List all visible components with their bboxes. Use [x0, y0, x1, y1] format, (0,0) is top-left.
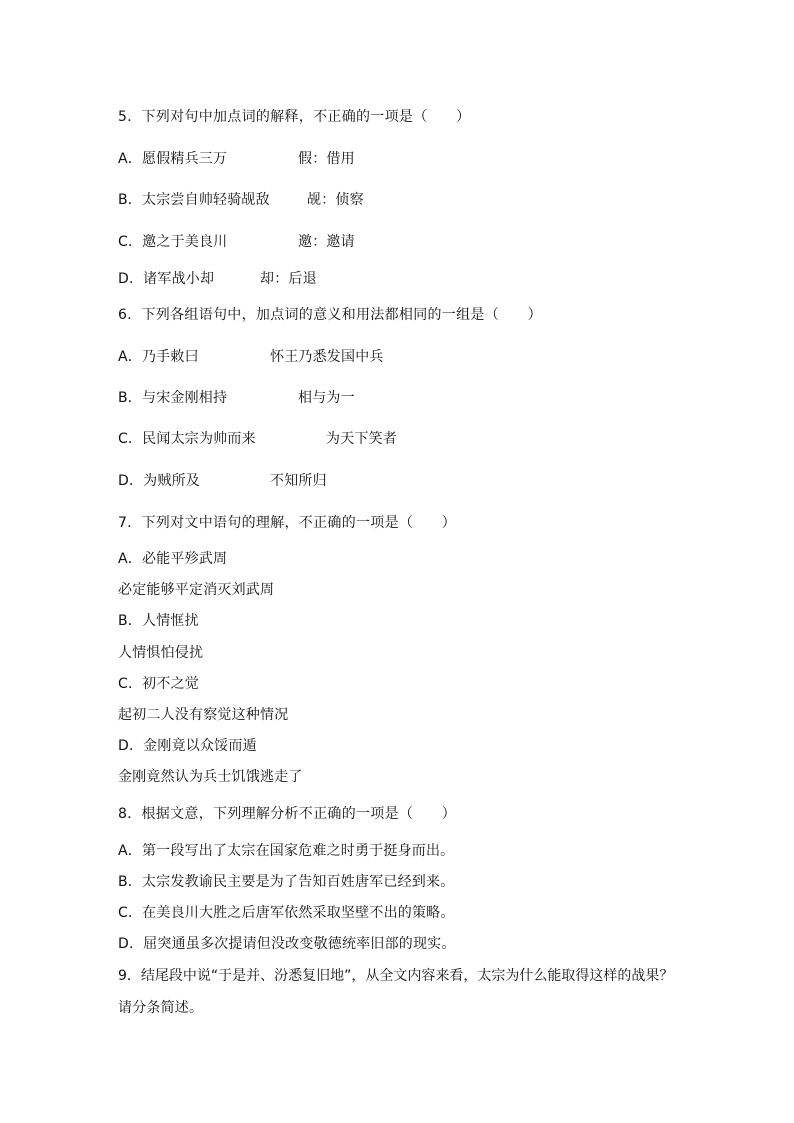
- question-5-option-a[interactable]: [118, 150, 618, 168]
- question-7-stem: 7．下列对文中语句的理解，不正确的一项是（ ）: [118, 515, 457, 531]
- question-7-option-b-explanation: 人情惧怕侵扰: [118, 645, 204, 661]
- question-6-option-c[interactable]: [118, 430, 618, 448]
- question-6-stem: 6．下列各组语句中，加点词的意义和用法都相同的一组是（ ）: [118, 307, 542, 323]
- option-comparison: 不知所归: [270, 473, 327, 489]
- question-8-option-a[interactable]: A．第一段写出了太宗在国家危难之时勇于挺身而出。: [118, 843, 455, 859]
- option-text: B．太宗尝自帅轻骑觇敌: [118, 192, 270, 208]
- question-8-option-c[interactable]: C．在美良川大胜之后唐军依然采取坚壁不出的策略。: [118, 905, 455, 921]
- question-9-stem-continued: 请分条简述。: [118, 1000, 204, 1016]
- option-comparison: 怀王乃悉发国中兵: [270, 349, 384, 365]
- option-text: D．为贼所及: [118, 473, 200, 489]
- question-8-option-d[interactable]: D．屈突通虽多次提请但没改变敬德统率旧部的现实。: [118, 936, 456, 952]
- question-7-option-b[interactable]: B．人情恇扰: [118, 613, 199, 629]
- option-gloss: 却：后退: [260, 271, 317, 287]
- option-gloss: 邀：邀请: [298, 234, 355, 250]
- option-comparison: 相与为一: [298, 390, 355, 406]
- question-7-option-c-explanation: 起初二人没有察觉这种情况: [118, 707, 289, 723]
- option-gloss: 觇：侦察: [307, 192, 364, 208]
- option-text: C．民闻太宗为帅而来: [118, 431, 256, 447]
- option-text: A．愿假精兵三万: [118, 151, 228, 167]
- question-6-option-a[interactable]: [118, 348, 618, 366]
- question-7-option-a[interactable]: A．必能平殄武周: [118, 551, 228, 567]
- question-5-option-b[interactable]: [118, 191, 618, 209]
- question-7-option-c[interactable]: C．初不之觉: [118, 676, 199, 692]
- question-8-option-b[interactable]: B．太宗发教谕民主要是为了告知百姓唐军已经到来。: [118, 874, 455, 890]
- question-5-option-d[interactable]: [118, 270, 618, 288]
- option-gloss: 假：借用: [298, 151, 355, 167]
- question-6-option-d[interactable]: [118, 472, 618, 490]
- question-9-stem: 9．结尾段中说“于是并、汾悉复旧地”，从全文内容来看，太宗为什么能取得这样的战果？: [118, 968, 674, 984]
- question-7-option-a-explanation: 必定能够平定消灭刘武周: [118, 582, 275, 598]
- option-text: D．诸军战小却: [118, 271, 215, 287]
- question-5-stem: 5．下列对句中加点词的解释，不正确的一项是（ ）: [118, 109, 471, 125]
- question-7-option-d[interactable]: D．金刚竟以众馁而遁: [118, 738, 257, 754]
- option-text: A．乃手敕曰: [118, 349, 199, 365]
- question-5-option-c[interactable]: [118, 233, 618, 251]
- option-text: C．邀之于美良川: [118, 234, 228, 250]
- option-text: B．与宋金刚相持: [118, 390, 228, 406]
- question-8-stem: 8．根据文意，下列理解分析不正确的一项是（ ）: [118, 806, 457, 822]
- option-comparison: 为天下笑者: [326, 431, 397, 447]
- question-7-option-d-explanation: 金刚竟然认为兵士饥饿逃走了: [118, 769, 303, 785]
- question-6-option-b[interactable]: [118, 389, 618, 407]
